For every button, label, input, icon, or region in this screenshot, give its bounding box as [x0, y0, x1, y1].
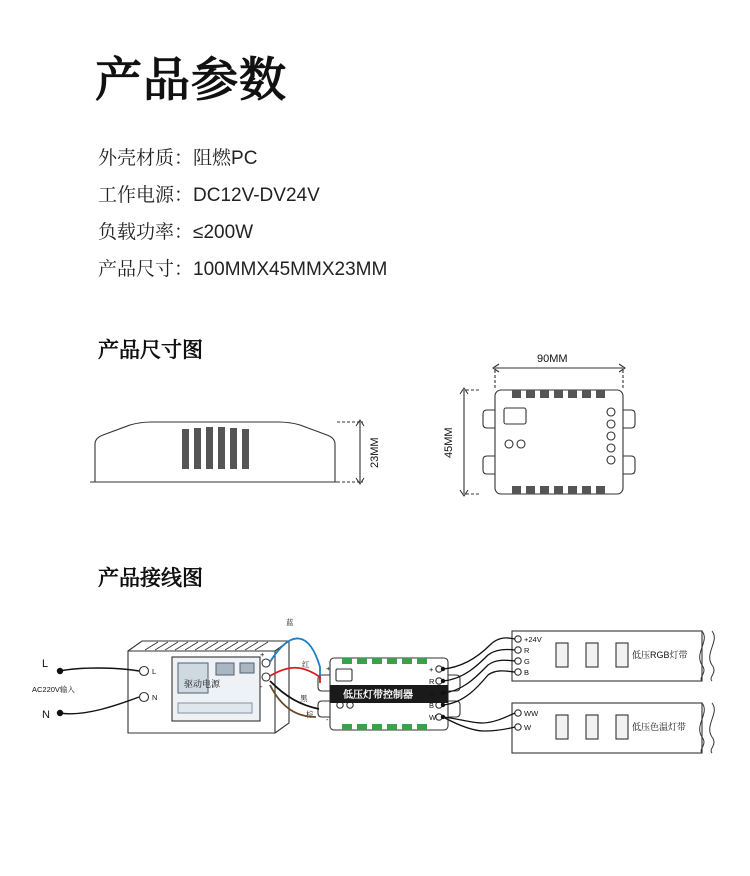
spec-label: 产品尺寸：: [98, 259, 194, 280]
rgb-pin-24v: +24V: [524, 635, 542, 644]
spec-row: [98, 214, 387, 251]
cct-pin-w: W: [524, 723, 532, 732]
power-supply-label: 驱动电源: [184, 679, 221, 689]
wire-red-label: 红: [302, 660, 310, 669]
strip-rgb-label: 低压RGB灯带: [632, 650, 688, 660]
rgb-pin-r: R: [524, 646, 530, 655]
cct-pin-ww: WW: [524, 709, 539, 718]
page-title: 产品参数: [95, 53, 287, 106]
controller-out-plus: +: [429, 665, 434, 674]
psu-output-plus: +: [260, 650, 265, 659]
width-label: 90MM: [537, 353, 568, 365]
ac-input-label: AC220V输入: [32, 685, 75, 694]
strip-cct-label: 低压色温灯带: [632, 722, 687, 732]
controller-in-minus: -: [326, 715, 329, 724]
psu-terminal-n: N: [152, 693, 158, 702]
spec-row: [98, 177, 387, 214]
controller-out-g: G: [429, 689, 435, 698]
spec-value: DC12V-DV24V: [193, 185, 320, 206]
spec-value: 阻燃PC: [193, 148, 258, 169]
controller-out-b: B: [429, 701, 435, 710]
controller-out-w: W: [429, 713, 437, 722]
rgb-pin-g: G: [524, 657, 530, 666]
psu-output-minus: -: [260, 682, 263, 691]
rgb-pin-b: B: [524, 668, 530, 677]
section-heading-dimensions: 产品尺寸图: [98, 339, 203, 362]
wire-brown-label: 棕: [306, 710, 314, 719]
terminal-n-label: N: [42, 709, 50, 721]
controller-label: 低压灯带控制器: [343, 690, 413, 701]
spec-value: ≤200W: [193, 222, 254, 243]
spec-list: [98, 140, 387, 288]
wire-black-label: 黑: [300, 694, 308, 703]
spec-label: 外壳材质：: [98, 148, 194, 169]
spec-value: 100MMX45MMX23MM: [193, 259, 388, 280]
terminal-l-label: L: [42, 658, 49, 670]
spec-row: [98, 140, 387, 177]
wire-blue-label: 蓝: [286, 618, 294, 627]
spec-label: 负载功率：: [98, 222, 194, 243]
psu-terminal-l: L: [152, 667, 157, 676]
controller-in-plus: +: [326, 664, 331, 673]
controller-out-r: R: [429, 677, 435, 686]
spec-row: [98, 251, 387, 288]
dimension-diagram: [60, 352, 700, 522]
depth-label: 45MM: [443, 427, 455, 458]
wiring-diagram: [20, 605, 735, 805]
height-label: 23MM: [369, 437, 381, 468]
spec-label: 工作电源：: [98, 185, 194, 206]
section-heading-wiring: 产品接线图: [98, 567, 203, 590]
